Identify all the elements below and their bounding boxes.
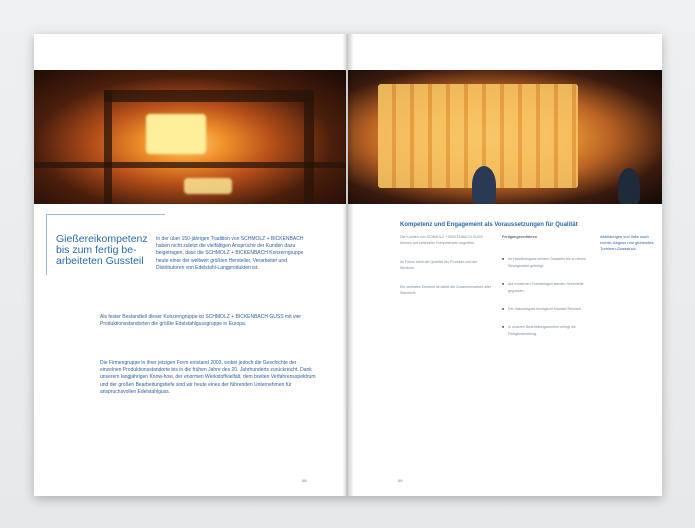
image-caption: Abbildungen von links nach rechts: Abguss und glühendes Turbinen-Gussstück. <box>600 234 654 251</box>
list-item: ■ In unseren Bearbeitungszentren erfolgt die Fertigbearbeitung. <box>502 324 588 337</box>
page-headline: Gießereikompetenz bis zum fertig be- arbeiteten Gussteil <box>56 233 148 267</box>
casting-photo-right <box>348 70 662 204</box>
right-page <box>348 34 662 496</box>
brochure-spread <box>34 34 662 496</box>
page-number-left: 08 <box>302 478 307 483</box>
page-number-right: 09 <box>398 478 403 483</box>
body-paragraph-2: Als fester Bestandteil dieser Konzerngruppe ist SCHMOLZ + BICKENBACH GUSS mit vier Produktionsstandorten die größte Edelstahlgussgruppe in Europa. <box>100 314 302 328</box>
text-column-1: Die Kunden von SCHMOLZ + BICKENBACH GUSS können auf zahlreiche Kompetenzen zugreifen. Im Fokus steht die Qualität der Produkte und der Services. Ein zentrales Element ist dabei die Zusammenarbeit aller Standorte. <box>400 235 491 296</box>
intro-paragraph: In der über 150-jährigen Tradition von SCHMOLZ + BICKENBACH haben nicht zuletzt die vielfältigen Ansprüche der Kunden dazu beigetragen, dass die SCHMOLZ + BICKENBACH Konzerngruppe heute einer der weltweit größten Hersteller, Verarbeiter und Distributoren von Edelstahl-Langprodukten ist. <box>156 236 304 271</box>
text-column-2: Fertigungsverfahren ■ Im Handformguss werden Gussteile bis zu einem Stückgewicht gefertigt. ■ Auf modernen Formanlagen werden Serienteile gegossen. ■ Der Vakuumguss ermöglicht höchste Reinheit. ■ In unseren Bearbeitungszentren erfolgt die Fertigbearbeitung. <box>502 234 588 337</box>
section-heading: Kompetenz und Engagement als Voraussetzungen für Qualität <box>400 222 578 228</box>
foundry-photo-left <box>34 70 346 204</box>
left-page <box>34 34 346 496</box>
list-item: ■ Im Handformguss werden Gussteile bis zu einem Stückgewicht gefertigt. <box>502 256 588 269</box>
list-item: ■ Der Vakuumguss ermöglicht höchste Reinheit. <box>502 306 588 312</box>
body-paragraph-3: Die Firmengruppe in ihrer jetzigen Form entstand 2003, wobei jedoch die Geschichte der einzelnen Produktionsstandorte bis in die frühen Jahre des 20. Jahrhunderts zurückreicht. Dank unserem langjährigen Know-how, der enormen Werkstoffvielfalt, dem breiten Verfahrensspektrum und der großen Bearbeitungstiefe sind wir heute eines der führenden Unternehmen für anspruchsvollen Edelstahlguss. <box>100 360 316 395</box>
list-item: ■ Auf modernen Formanlagen werden Serienteile gegossen. <box>502 281 588 294</box>
